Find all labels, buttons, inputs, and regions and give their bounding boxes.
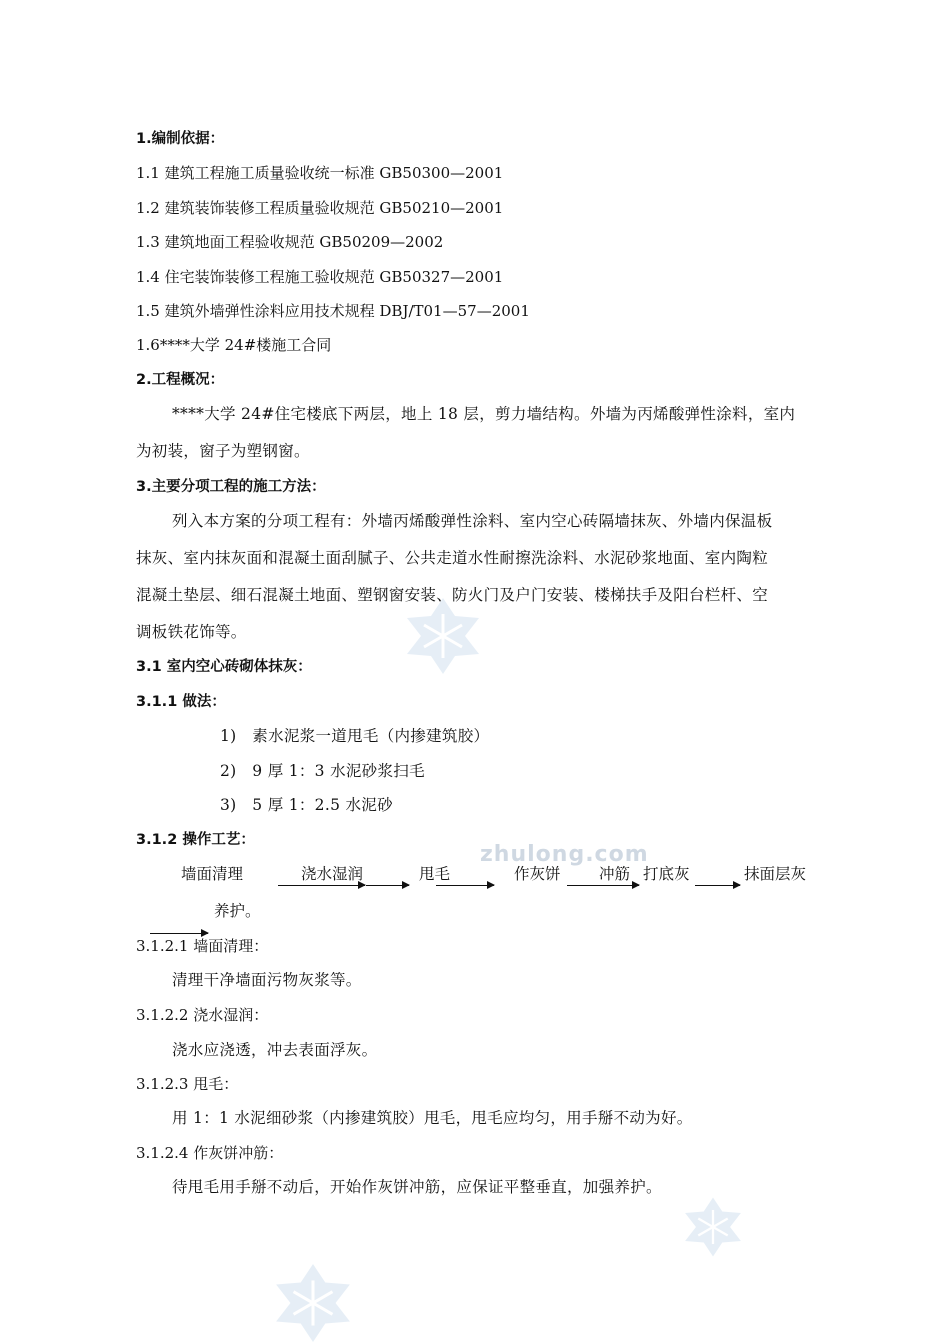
- subsection-title: 3.1.2.1 墙面清理：: [136, 937, 269, 955]
- overview-paragraph-line: 为初装，窗子为塑钢窗。: [136, 442, 310, 460]
- method-paragraph-line: 列入本方案的分项工程有：外墙丙烯酸弹性涂料、室内空心砖隔墙抹灰、外墙内保温板: [172, 512, 773, 530]
- flow-step: 墙面清理: [181, 865, 244, 883]
- method-step: 2) 9 厚 1：3 水泥砂浆扫毛: [220, 762, 425, 780]
- arrow-right-icon: [278, 885, 365, 886]
- flow-step: 浇水湿润: [301, 865, 364, 883]
- arrow-right-icon: [366, 885, 409, 886]
- flow-step: 抹面层灰: [744, 865, 807, 883]
- method-paragraph-line: 调板铁花饰等。: [136, 623, 247, 641]
- subsection-title: 3.1.2.3 甩毛：: [136, 1075, 239, 1093]
- reference-item: 1.5 建筑外墙弹性涂料应用技术规程 DBJ/T01—57—2001: [136, 302, 530, 320]
- reference-item: 1.3 建筑地面工程验收规范 GB50209—2002: [136, 233, 444, 251]
- flow-step: 甩毛: [419, 865, 451, 883]
- subsection-body: 用 1：1 水泥细砂浆（内掺建筑胶）甩毛，甩毛应均匀，用手掰不动为好。: [172, 1109, 693, 1127]
- method-step: 3) 5 厚 1：2.5 水泥砂: [220, 796, 393, 814]
- snowflake-logo-icon: [682, 1196, 744, 1258]
- reference-item: 1.4 住宅装饰装修工程施工验收规范 GB50327—2001: [136, 268, 504, 286]
- flow-step: 养护。: [214, 902, 261, 920]
- section-3-title: 3.主要分项工程的施工方法：: [136, 479, 326, 495]
- section-1-title: 1.编制依据：: [136, 131, 225, 147]
- section-2-title: 2.工程概况：: [136, 372, 225, 388]
- arrow-right-icon: [436, 885, 494, 886]
- arrow-right-icon: [150, 933, 208, 934]
- subsection-body: 清理干净墙面污物灰浆等。: [172, 971, 362, 989]
- subsection-body: 浇水应浇透，冲去表面浮灰。: [172, 1041, 378, 1059]
- snowflake-logo-icon: [403, 596, 483, 676]
- arrow-right-icon: [695, 885, 740, 886]
- section-3-1-1-title: 3.1.1 做法：: [136, 694, 226, 710]
- section-3-1-title: 3.1 室内空心砖砌体抹灰：: [136, 659, 312, 675]
- subsection-title: 3.1.2.2 浇水湿润：: [136, 1006, 269, 1024]
- flow-step: 打底灰: [643, 865, 690, 883]
- arrow-right-icon: [567, 885, 639, 886]
- flow-step: 作灰饼: [514, 865, 561, 883]
- section-3-1-2-title: 3.1.2 操作工艺：: [136, 832, 255, 848]
- reference-item: 1.6****大学 24#楼施工合同: [136, 336, 332, 354]
- subsection-body: 待甩毛用手掰不动后，开始作灰饼冲筋，应保证平整垂直，加强养护。: [172, 1178, 662, 1196]
- overview-paragraph-line: ****大学 24#住宅楼底下两层，地上 18 层，剪力墙结构。外墙为丙烯酸弹性涂料，室内: [172, 405, 796, 423]
- reference-item: 1.1 建筑工程施工质量验收统一标准 GB50300—2001: [136, 164, 504, 182]
- snowflake-logo-icon: [272, 1262, 354, 1344]
- reference-item: 1.2 建筑装饰装修工程质量验收规范 GB50210—2001: [136, 199, 504, 217]
- watermark-text: zhulong.com: [480, 842, 649, 867]
- subsection-title: 3.1.2.4 作灰饼冲筋：: [136, 1144, 284, 1162]
- method-paragraph-line: 混凝土垫层、细石混凝土地面、塑钢窗安装、防火门及户门安装、楼梯扶手及阳台栏杆、空: [136, 586, 769, 604]
- flow-step: 冲筋: [599, 865, 631, 883]
- method-step: 1) 素水泥浆一道甩毛（内掺建筑胶）: [220, 727, 490, 745]
- method-paragraph-line: 抹灰、室内抹灰面和混凝土面刮腻子、公共走道水性耐擦洗涂料、水泥砂浆地面、室内陶粒: [136, 549, 769, 567]
